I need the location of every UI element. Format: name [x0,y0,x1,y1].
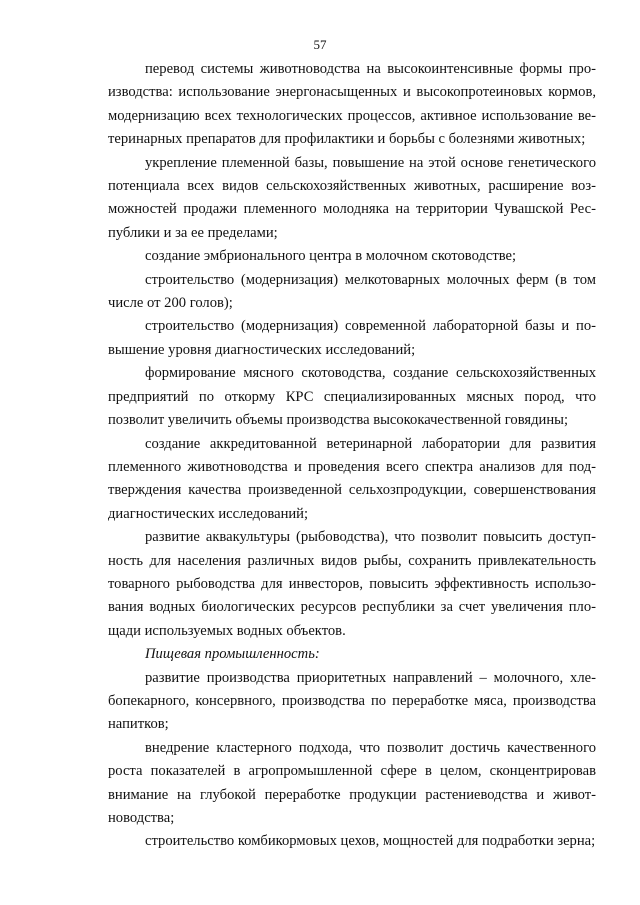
paragraph-laboratory-base: строительство (модернизация) современной лабораторной базы и повышение уровня диагностических исследований; [108,318,596,358]
paragraph-veterinary-lab: создание аккредитованной ветеринарной лаборатории для развития племенного животноводства и проведения всего спектра анализов для подтверждения качества произведенной сельхозпродукции, совершенствования диагностических исследований; [108,435,596,522]
paragraph-beef-cattle: формирование мясного скотоводства, создание сельскохозяйственных предприятий по откорму КРС специализированных мясных пород, что позволит увеличить объемы производства высококачественной говядины; [108,365,596,429]
paragraph-embryo-center: создание эмбрионального центра в молочном скотоводстве; [145,248,517,265]
paragraph-aquaculture: развитие аквакультуры (рыбоводства), что позволит повысить доступность для населения различных видов рыбы, сохранить привлекательность товарного рыбоводства для инвесторов, повысить эффективность использования водных биологических ресурсов республики за счет увеличения площади используемых водных объектов. [108,529,596,639]
section-heading-food-industry: Пищевая промышленность: [145,646,320,663]
paragraph-cluster-approach: внедрение кластерного подхода, что позволит достичь качественного роста показателей в агропромышленной сфере в целом, сконцентрировав внимание на глубокой переработке продукции растениеводства и животноводства; [108,739,596,826]
paragraph-priority-production: развитие производства приоритетных направлений – молочного, хлебопекарного, консервного, производства по переработке мяса, производства напитков; [108,669,596,733]
page-body [108,58,596,854]
paragraph-livestock-intensification: перевод системы животноводства на высокоинтенсивные формы производства: использование энергонасыщенных и высокопротеиновых кормов, модернизацию всех технологических процессов, активное использование ветеринарных препаратов для профилактики и борьбы с болезнями животных; [108,61,596,148]
page-number: 57 [313,37,327,52]
paragraph-dairy-farms: строительство (модернизация) мелкотоварных молочных ферм (в том числе от 200 голов); [108,271,596,312]
paragraph-breeding-base: укрепление племенной базы, повышение на этой основе генетического потенциала всех видов сельскохозяйственных животных, расширение возможностей продажи племенного молодняка на территории Чувашской Республики и за ее пределами; [108,154,596,241]
paragraph-feed-mills: строительство комбикормовых цехов, мощностей для подработки зерна; [145,833,596,850]
